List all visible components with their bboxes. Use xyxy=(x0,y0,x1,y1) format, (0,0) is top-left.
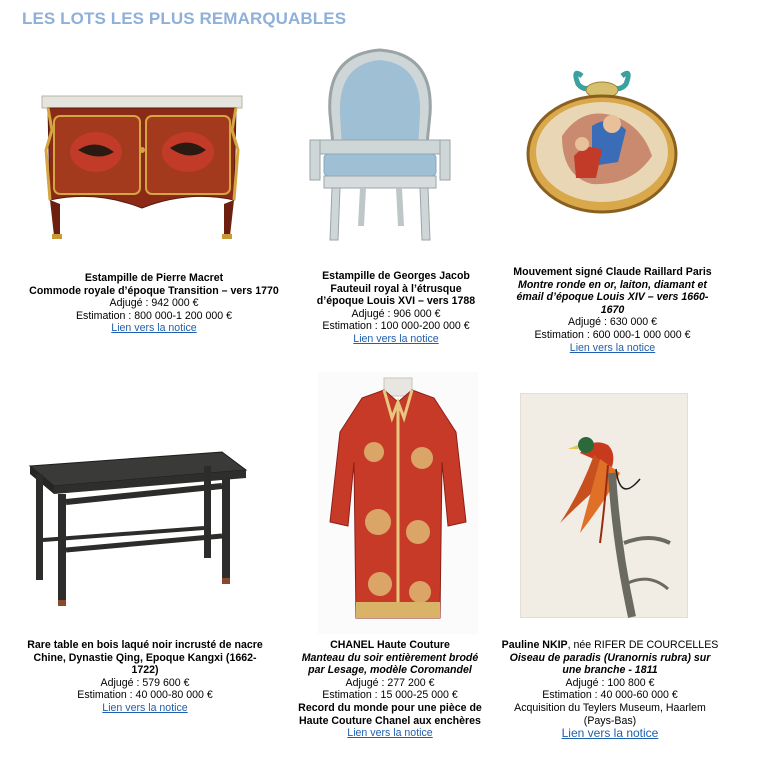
lot-6-title-line1: Oiseau de paradis (Uranornis rubra) sur xyxy=(509,651,711,664)
lot-2-price: Adjugé : 906 000 € xyxy=(351,307,441,320)
lot-caption-1 xyxy=(14,272,294,335)
lot-5-brand: CHANEL Haute Couture xyxy=(330,639,450,651)
lot-2-link[interactable]: Lien vers la notice xyxy=(353,332,439,345)
lot-caption-6 xyxy=(494,639,726,741)
lot-3-title-line3: 1670 xyxy=(600,303,625,316)
lot-3-title-line1: Montre ronde en or, laiton, diamant et xyxy=(518,278,707,291)
lot-2-stamp: Estampille de Georges Jacob xyxy=(322,270,470,282)
lot-3-maker: Mouvement signé Claude Raillard Paris xyxy=(513,266,712,278)
lot-5-link[interactable]: Lien vers la notice xyxy=(347,727,433,740)
armchair-image xyxy=(300,44,460,244)
lot-5-record-line1: Record du monde pour une pièce de xyxy=(298,701,482,714)
lot-2-title-line1: Fauteuil royal à l’étrusque xyxy=(330,282,462,295)
watch-image xyxy=(522,66,682,216)
table-image xyxy=(22,440,252,610)
lot-1-estimate: Estimation : 800 000-1 200 000 € xyxy=(75,309,233,322)
lot-caption-5 xyxy=(282,639,498,740)
lot-2-title-line2: d’époque Louis XVI – vers 1788 xyxy=(316,295,476,308)
lot-1-title: Commode royale d’époque Transition – vers 1770 xyxy=(29,284,279,297)
lot-6-note-line2: (Pays-Bas) xyxy=(583,714,637,727)
lot-5-estimate: Estimation : 15 000-25 000 € xyxy=(322,689,458,702)
lot-4-title-line3: 1722) xyxy=(131,664,159,677)
lot-5-title-line2: par Lesage, modèle Coromandel xyxy=(308,664,472,677)
lot-6-estimate: Estimation : 40 000-60 000 € xyxy=(542,689,678,702)
lot-4-price: Adjugé : 579 600 € xyxy=(100,676,190,689)
lot-6-artist-birthname: , née RIFER DE COURCELLES xyxy=(567,639,719,651)
lot-caption-2 xyxy=(286,270,506,346)
lot-4-title-line1: Rare table en bois laqué noir incrusté de nacre xyxy=(27,639,263,651)
bird-painting-image xyxy=(520,393,688,618)
page-title: LES LOTS LES PLUS REMARQUABLES xyxy=(22,9,347,28)
lot-5-record-line2: Haute Couture Chanel aux enchères xyxy=(299,714,481,727)
lot-6-artist: Pauline NKIP xyxy=(501,639,568,651)
lot-3-estimate: Estimation : 600 000-1 000 000 € xyxy=(534,328,691,341)
lot-3-price: Adjugé : 630 000 € xyxy=(568,316,657,329)
lot-3-title-line2: émail d’époque Louis XIV – vers 1660- xyxy=(516,291,709,304)
lot-1-stamp: Estampille de Pierre Macret xyxy=(84,272,224,284)
coat-image xyxy=(318,372,478,634)
lot-1-price: Adjugé : 942 000 € xyxy=(109,297,199,310)
lot-1-link[interactable]: Lien vers la notice xyxy=(111,322,197,335)
lot-4-title-line2: Chine, Dynastie Qing, Epoque Kangxi (1662- xyxy=(33,651,257,664)
lot-6-price: Adjugé : 100 800 € xyxy=(565,676,655,689)
lot-6-link[interactable]: Lien vers la notice xyxy=(561,726,659,741)
lot-4-link[interactable]: Lien vers la notice xyxy=(102,701,188,714)
lot-6-note-line1: Acquisition du Teylers Museum, Haarlem xyxy=(514,701,706,714)
lot-4-estimate: Estimation : 40 000-80 000 € xyxy=(77,689,213,702)
lot-5-price: Adjugé : 277 200 € xyxy=(345,676,435,689)
lot-2-estimate: Estimation : 100 000-200 000 € xyxy=(322,320,470,333)
lot-caption-3 xyxy=(500,266,725,354)
commode-image xyxy=(38,90,246,242)
lot-6-title-line2: une branche - 1811 xyxy=(562,664,658,677)
lot-caption-4 xyxy=(10,639,280,715)
lot-5-title-line1: Manteau du soir entièrement brodé xyxy=(301,651,479,664)
lot-3-link[interactable]: Lien vers la notice xyxy=(569,341,656,354)
